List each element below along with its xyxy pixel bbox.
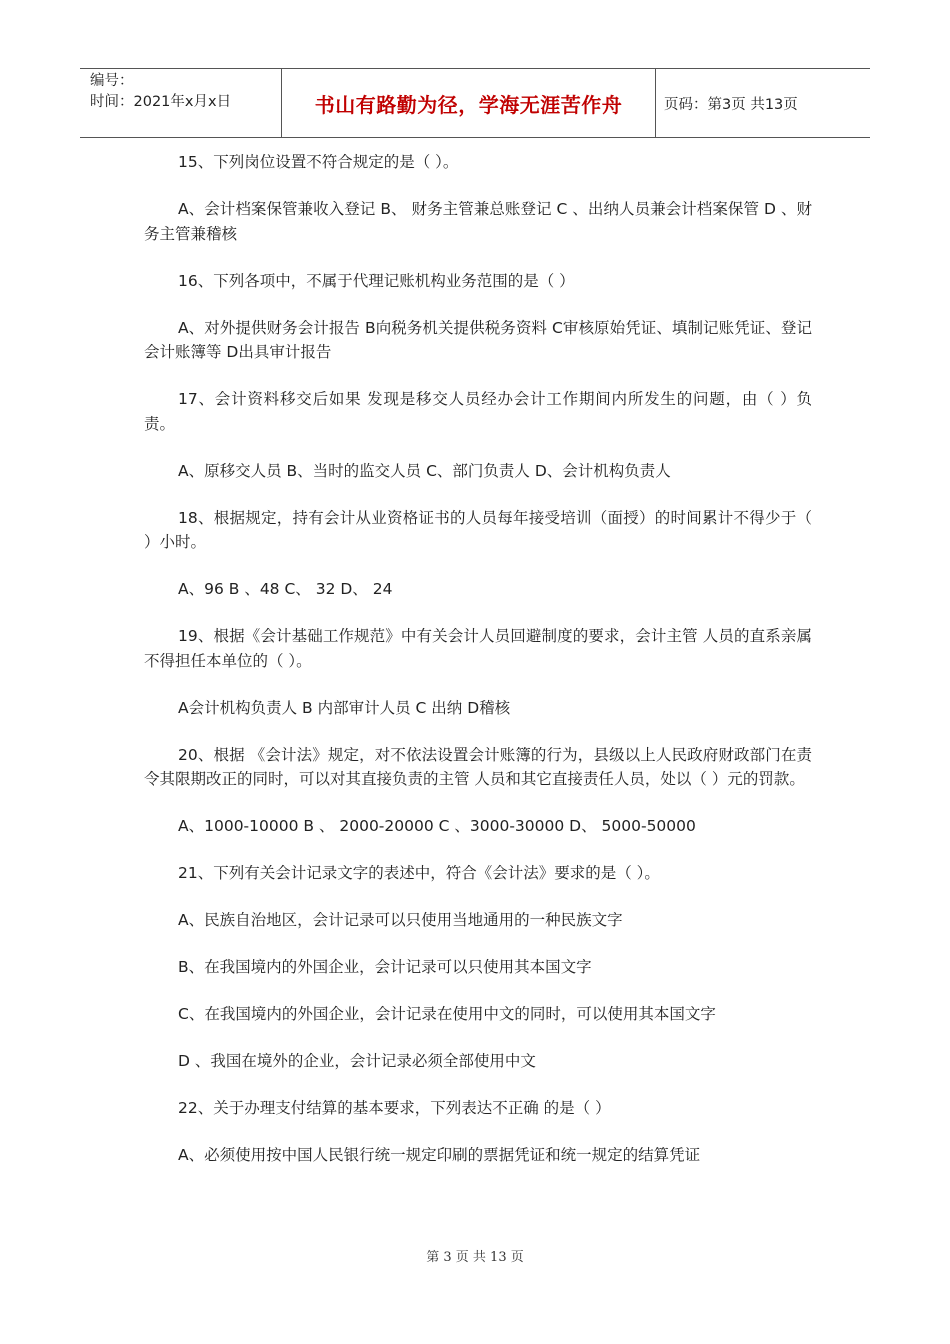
question-16-options: A、对外提供财务会计报告 B向税务机关提供税务资料 C审核原始凭证、填制记账凭证、登记会计账簿等 D出具审计报告 bbox=[144, 318, 812, 361]
header-motto-cell bbox=[282, 69, 656, 137]
document-number-label: 编号： bbox=[90, 73, 134, 89]
question-15-options: A、会计档案保管兼收入登记 B、 财务主管兼总账登记 C 、出纳人员兼会计档案保管 D 、财务主管兼稽核 bbox=[144, 200, 812, 243]
question-17-options: A、原移交人员 B、当时的监交人员 C、部门负责人 D、会计机构负责人 bbox=[178, 461, 671, 480]
question-18-options: A、96 B 、48 C、 32 D、 24 bbox=[178, 580, 393, 598]
question-16: 16、下列各项中，不属于代理记账机构业务范围的是（ ） bbox=[178, 271, 575, 290]
header-page-info-cell bbox=[656, 69, 870, 137]
header-page-info: 页码：第3页 共13页 bbox=[664, 96, 798, 113]
document-body bbox=[144, 150, 812, 1190]
question-15: 15、下列岗位设置不符合规定的是（ ）。 bbox=[178, 153, 459, 171]
document-date: 时间：2021年x月x日 bbox=[90, 94, 232, 110]
question-22: 22、关于办理支付结算的基本要求，下列表达不正确 的是（ ） bbox=[178, 1099, 611, 1117]
header-motto: 书山有路勤为径，学海无涯苦作舟 bbox=[314, 92, 623, 117]
question-19: 19、根据《会计基础工作规范》中有关会计人员回避制度的要求，会计主管 人员的直系亲属不得担任本单位的（ ）。 bbox=[144, 627, 812, 670]
question-21-option-d: D 、我国在境外的企业，会计记录必须全部使用中文 bbox=[178, 1052, 536, 1070]
question-21-option-b: B、在我国境内的外国企业，会计记录可以只使用其本国文字 bbox=[178, 958, 592, 976]
question-17: 17、会计资料移交后如果 发现是移交人员经办会计工作期间内所发生的问题，由（ ）负责。 bbox=[144, 390, 812, 433]
question-20: 20、根据 《会计法》规定，对不依法设置会计账簿的行为，县级以上人民政府财政部门在责令其限期改正的同时，可以对其直接负责的主管 人员和其它直接责任人员，处以（ ）元的罚款。 bbox=[144, 745, 812, 788]
question-20-options: A、1000-10000 B 、 2000-20000 C 、3000-30000 D、 5000-50000 bbox=[178, 817, 696, 835]
question-22-option-a: A、必须使用按中国人民银行统一规定印刷的票据凭证和统一规定的结算凭证 bbox=[178, 1146, 701, 1164]
header-meta bbox=[80, 69, 282, 137]
page-footer: 第 3 页 共 13 页 bbox=[426, 1250, 524, 1265]
question-19-options: A会计机构负责人 B 内部审计人员 C 出纳 D稽核 bbox=[178, 698, 511, 717]
page-header bbox=[80, 68, 870, 138]
question-21-option-c: C、在我国境内的外国企业，会计记录在使用中文的同时，可以使用其本国文字 bbox=[178, 1005, 716, 1023]
question-18: 18、根据规定，持有会计从业资格证书的人员每年接受培训（面授）的时间累计不得少于（ ）小时。 bbox=[144, 508, 812, 551]
question-21: 21、下列有关会计记录文字的表述中，符合《会计法》要求的是（ ）。 bbox=[178, 864, 660, 882]
question-21-option-a: A、民族自治地区，会计记录可以只使用当地通用的一种民族文字 bbox=[178, 911, 623, 929]
